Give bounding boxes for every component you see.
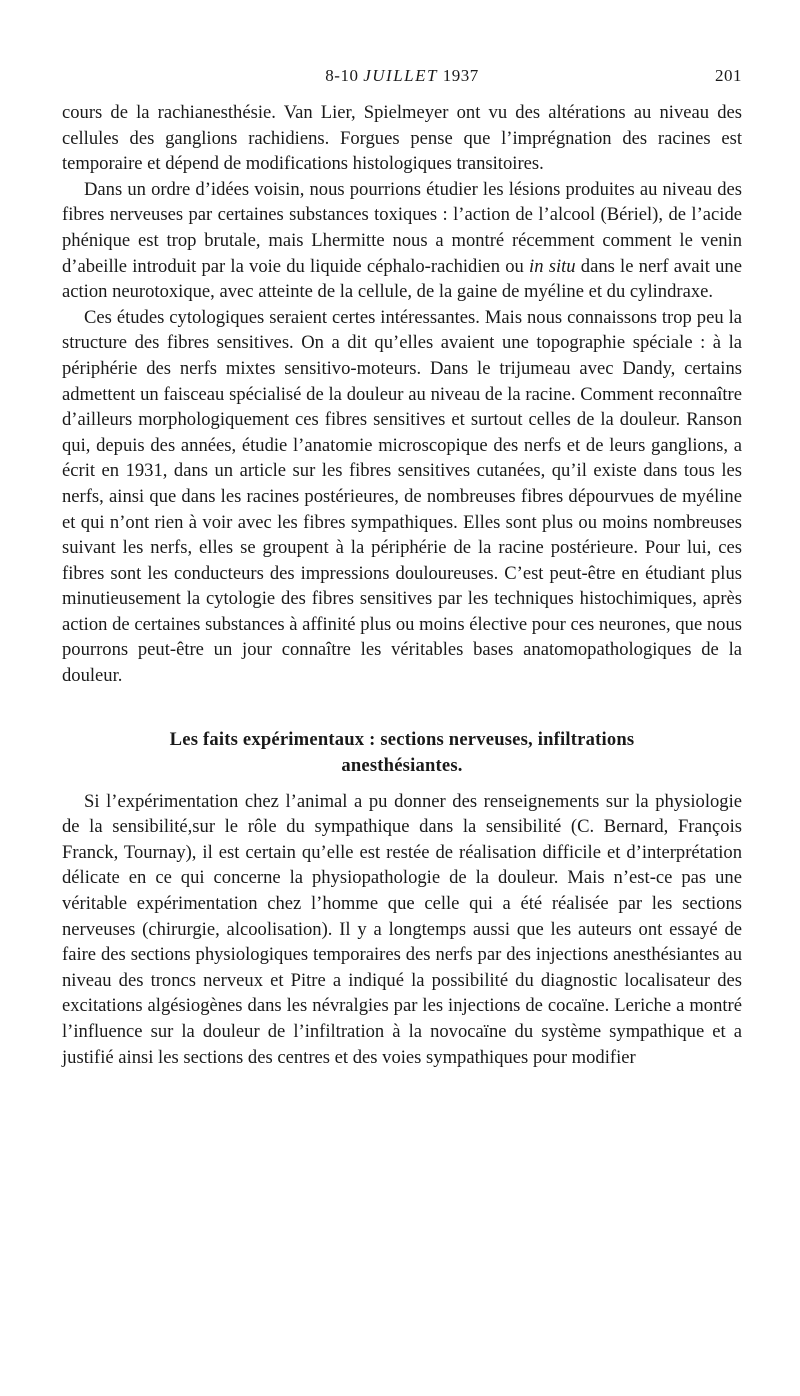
paragraph-text: dans le nerf avait une action neurotoxique, avec atteinte de la cellule, de la gaine de myéline et du cylindraxe. — [62, 255, 742, 303]
header-date — [62, 66, 742, 86]
header-year: 1937 — [442, 66, 479, 85]
section-heading-line: anesthésiantes. — [341, 754, 463, 776]
paragraph: cours de la rachianesthésie. Van Lier, Spielmeyer ont vu des altérations au niveau des cellules des ganglions rachidiens. Forgues pense que l’imprégnation des racines est temporaire et dépend de modifications histologiques transitoires. — [62, 102, 742, 175]
document-page — [62, 62, 742, 1070]
italic-term: in situ — [529, 255, 576, 277]
paragraph — [62, 177, 742, 305]
paragraph: Ces études cytologiques seraient certes intéressantes. Mais nous connaissons trop peu la structure des fibres sensitives. On a dit qu’elles avaient une topographie spéciale : à la périphérie des nerfs mixtes sensitivo-moteurs. Dans le trijumeau avec Dandy, certains admettent un faisceau spécialisé de la douleur au niveau de la racine. Comment reconnaître d’ailleurs morphologiquement ces fibres sensitives et surtout celles de la douleur. Ranson qui, depuis des années, étudie l’anatomie microscopique des nerfs et de leurs ganglions, a écrit en 1931, dans un article sur les fibres sensitives cutanées, qu’il existe dans tous les nerfs, ainsi que dans les racines postérieures, de nombreuses fibres dépourvues de myéline et qui n’ont rien à voir avec les fibres sympathiques. Elles sont plus ou moins nombreuses suivant les nerfs, elles se groupent à la périphérie de la racine postérieure. Pour lui, ces fibres sont les conducteurs des impressions douloureuses. C’est peut-être en étudiant plus minutieusement la cytologie des fibres sensitives par les techniques histochimiques, après action de certaines substances à affinité plus ou moins élective pour ces neurones, que nous pourrons peut-être un jour connaître les véritables bases anatomopathologiques de la douleur. — [62, 306, 742, 687]
paragraph: Si l’expérimentation chez l’animal a pu donner des renseignements sur la physiologie de la sensibilité,sur le rôle du sympathique dans la sensibilité (C. Bernard, François Franck, Tournay), il est certain qu’elle est restée de réalisation difficile et d’interprétation délicate en ce qui concerne la physiopathologie de la douleur. Mais n’est-ce pas une véritable expérimentation chez l’homme que celle qui a été réalisée par les sections nerveuses (chirurgie, alcoolisation). Il y a longtemps aussi que les auteurs ont essayé de faire des sections physiologiques temporaires des nerfs par des injections anesthésiantes au niveau des troncs nerveux et Pitre a indiqué la possibilité du diagnostic localisateur des excitations algésiogènes dans les névralgies par les injections de cocaïne. Leriche a montré l’influence sur la douleur de l’infiltration à la novocaïne du système sympathique et a justifié ainsi les sections des centres et des voies sympathiques pour modifier — [62, 790, 742, 1068]
section-heading — [62, 727, 742, 779]
body-text — [62, 100, 742, 1070]
header-month: JUILLET — [363, 66, 438, 85]
paragraph-text: Dans un ordre d’idées voisin, nous pourrions étudier les lésions produites au niveau des fibres nerveuses par certaines substances toxiques : l’action de l’alcool (Bériel), de l’acide phénique est trop brutale, mais Lhermitte nous a montré récemment comment le venin d’abeille introduit par la voie du liquide céphalo-rachidien ou — [62, 178, 742, 277]
running-header — [62, 62, 742, 92]
section-heading-line: Les faits expérimentaux : sections nerveuses, infiltrations — [169, 728, 635, 750]
header-dates: 8-10 — [325, 66, 359, 85]
page-number: 201 — [715, 66, 742, 85]
